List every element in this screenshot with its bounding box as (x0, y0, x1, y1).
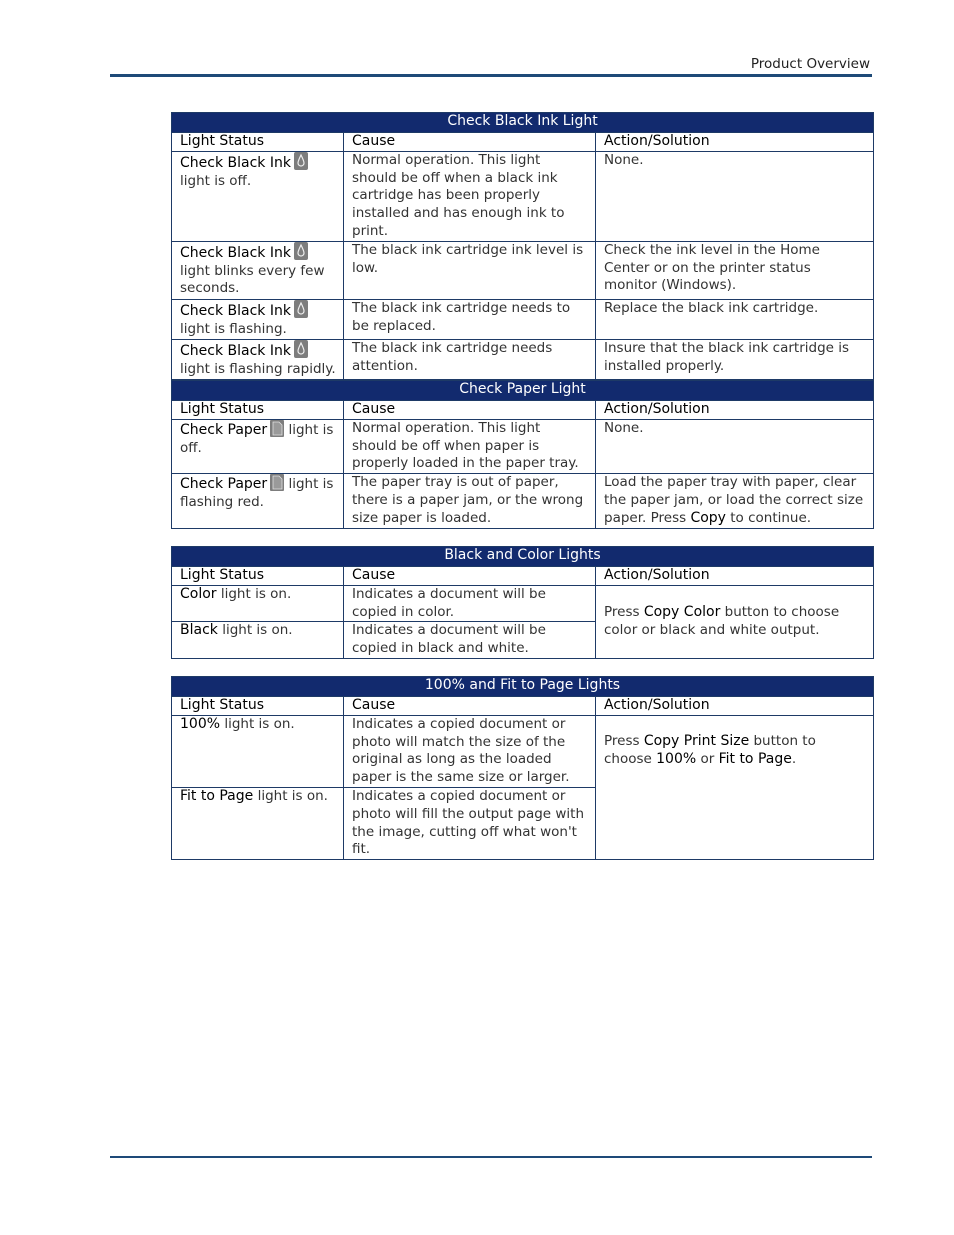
column-header-cause: Cause (344, 401, 596, 420)
status-cell (172, 585, 344, 622)
paper-sheet-icon (270, 474, 284, 491)
column-header-cause: Cause (344, 567, 596, 586)
cause-cell: Indicates a document will be copied in color. (344, 585, 596, 622)
table-row (172, 715, 874, 787)
column-header-status: Light Status (172, 697, 344, 716)
black-and-color-table (171, 546, 874, 659)
page-section-title: Product Overview (750, 56, 870, 72)
cause-cell: Normal operation. This light should be off when paper is properly loaded in the paper tray. (344, 419, 596, 473)
paper-sheet-icon (270, 420, 284, 437)
light-name: Fit to Page (180, 787, 254, 804)
action-text-end: to continue. (730, 509, 812, 526)
fit-to-page-table (171, 676, 874, 860)
light-name: Check Paper (180, 421, 268, 438)
light-state: light is on. (220, 585, 292, 602)
action-text: Load the paper tray with paper, clear the paper jam, or load the correct size paper. Press (604, 474, 864, 526)
column-header-cause: Cause (344, 697, 596, 716)
option-100-percent: 100% (656, 750, 697, 767)
status-cell (172, 241, 344, 299)
status-cell (172, 474, 344, 528)
footer-rule (110, 1156, 872, 1158)
light-state: light is off. (180, 172, 252, 189)
action-text-end: . (791, 750, 797, 767)
action-cell (596, 474, 874, 528)
cause-cell: The black ink cartridge needs attention. (344, 339, 596, 379)
table-row (172, 419, 874, 473)
copy-print-size-button-name: Copy Print Size (643, 732, 750, 749)
check-paper-table (171, 380, 874, 529)
cause-cell: The paper tray is out of paper, there is a paper jam, or the wrong size paper is loaded. (344, 474, 596, 528)
ink-drop-icon (294, 152, 308, 170)
status-cell (172, 339, 344, 379)
table-title: Black and Color Lights (172, 547, 874, 567)
column-header-action: Action/Solution (596, 133, 874, 152)
column-header-status: Light Status (172, 133, 344, 152)
action-cell: None. (596, 419, 874, 473)
check-black-ink-table (171, 112, 874, 380)
ink-drop-icon (294, 340, 308, 358)
light-state: light is on. (222, 622, 293, 639)
action-text: Press (604, 604, 640, 621)
light-state: light is on. (224, 715, 295, 732)
action-text-end: button to choose color or black and white output. (604, 604, 840, 638)
cause-cell: Indicates a copied document or photo will fill the output page with the image, cutting off what won't fit. (344, 787, 596, 859)
cause-cell: The black ink cartridge needs to be replaced. (344, 299, 596, 339)
action-cell: Replace the black ink cartridge. (596, 299, 874, 339)
copy-button-name: Copy (690, 509, 726, 526)
action-cell (596, 715, 874, 859)
column-header-status: Light Status (172, 567, 344, 586)
light-state: light is flashing. (180, 320, 287, 337)
light-state: light blinks every few seconds. (180, 262, 325, 297)
option-fit-to-page: Fit to Page (718, 750, 792, 767)
column-header-action: Action/Solution (596, 697, 874, 716)
column-header-status: Light Status (172, 401, 344, 420)
table-row (172, 299, 874, 339)
light-name: Check Black Ink (180, 244, 291, 261)
status-cell (172, 151, 344, 241)
status-cell (172, 787, 344, 859)
action-text: Press (604, 732, 640, 749)
status-cell (172, 622, 344, 659)
column-header-action: Action/Solution (596, 567, 874, 586)
table-row (172, 585, 874, 622)
column-header-action: Action/Solution (596, 401, 874, 420)
light-name: Check Paper (180, 476, 268, 493)
status-cell (172, 419, 344, 473)
table-row (172, 474, 874, 528)
cause-cell: Indicates a document will be copied in black and white. (344, 622, 596, 659)
action-cell (596, 585, 874, 658)
table-header-row (172, 401, 874, 420)
table-header-row (172, 567, 874, 586)
status-cell (172, 715, 344, 787)
light-state: light is off. (180, 421, 334, 456)
action-text-or: or (700, 750, 715, 767)
table-row (172, 339, 874, 379)
table-row (172, 241, 874, 299)
light-name: Black (180, 622, 218, 639)
ink-drop-icon (294, 242, 308, 260)
light-state: light is flashing rapidly. (180, 360, 336, 377)
light-state: light is flashing red. (180, 476, 334, 510)
action-text-mid: button to choose (604, 732, 816, 767)
light-name: 100% (180, 715, 221, 732)
table-row (172, 151, 874, 241)
table-header-row (172, 697, 874, 716)
table-title: 100% and Fit to Page Lights (172, 677, 874, 697)
light-name: Check Black Ink (180, 342, 291, 359)
action-cell: Check the ink level in the Home Center or on the printer status monitor (Windows). (596, 241, 874, 299)
action-cell: Insure that the black ink cartridge is installed properly. (596, 339, 874, 379)
table-header-row (172, 133, 874, 152)
copy-color-button-name: Copy Color (643, 604, 721, 621)
cause-cell: The black ink cartridge ink level is low. (344, 241, 596, 299)
column-header-cause: Cause (344, 133, 596, 152)
action-cell: None. (596, 151, 874, 241)
ink-drop-icon (294, 300, 308, 318)
cause-cell: Indicates a copied document or photo will match the size of the original as long as the loaded paper is the same size or larger. (344, 715, 596, 787)
table-title: Check Black Ink Light (172, 113, 874, 133)
light-name: Color (180, 585, 217, 602)
header-rule (110, 74, 872, 77)
cause-cell: Normal operation. This light should be off when a black ink cartridge has been properly installed and has enough ink to print. (344, 151, 596, 241)
light-name: Check Black Ink (180, 154, 291, 171)
status-cell (172, 299, 344, 339)
table-title: Check Paper Light (172, 381, 874, 401)
light-state: light is on. (257, 787, 328, 804)
light-name: Check Black Ink (180, 302, 291, 319)
